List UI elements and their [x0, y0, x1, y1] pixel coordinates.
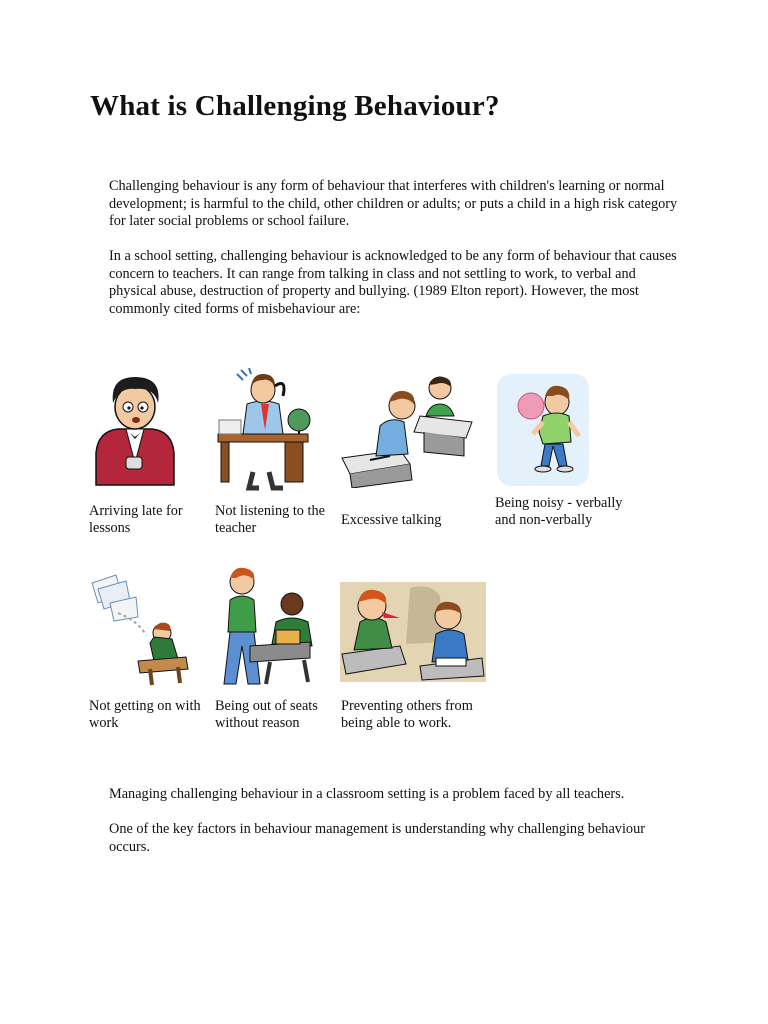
caption-excessive-talking: Excessive talking	[341, 512, 442, 528]
caption-not-getting-on: Not getting on with work	[89, 698, 201, 731]
talking-students-illustration	[340, 376, 474, 488]
caption-not-listening: Not listening to the teacher	[215, 503, 325, 536]
standing-students-illustration	[214, 566, 318, 690]
stressed-teacher-illustration	[213, 368, 317, 492]
closing-paragraph-2: One of the key factors in behaviour management is understanding why challenging behaviour occurs.	[109, 821, 645, 855]
caption-being-noisy: Being noisy - verbally and non-verbally	[495, 495, 623, 528]
disruptive-pupils-illustration	[340, 582, 486, 682]
bubblegum-boy-illustration	[497, 374, 589, 486]
intro-paragraph-1: Challenging behaviour is any form of behaviour that interferes with children's learning or normal development; is harmful to the child, other children or adults; or puts a child in a high risk category for later social problems or school failure.	[109, 178, 678, 230]
caption-out-of-seats: Being out of seats without reason	[215, 698, 318, 731]
caption-preventing-others: Preventing others from being able to work.	[341, 698, 473, 731]
closing-paragraph-1: Managing challenging behaviour in a classroom setting is a problem faced by all teachers.	[109, 786, 625, 802]
caption-arriving-late: Arriving late for lessons	[89, 503, 183, 536]
intro-paragraph-2: In a school setting, challenging behaviour is acknowledged to be any form of behaviour that causes concern to teachers. It can range from talking in class and not settling to work, to verbal and physical abuse, destruction of property and bullying. (1989 Elton report). However, the most commonly cited forms of misbehaviour are:	[109, 248, 677, 318]
throwing-papers-illustration	[88, 573, 192, 687]
page-title: What is Challenging Behaviour?	[90, 90, 500, 122]
late-student-illustration	[88, 373, 182, 488]
